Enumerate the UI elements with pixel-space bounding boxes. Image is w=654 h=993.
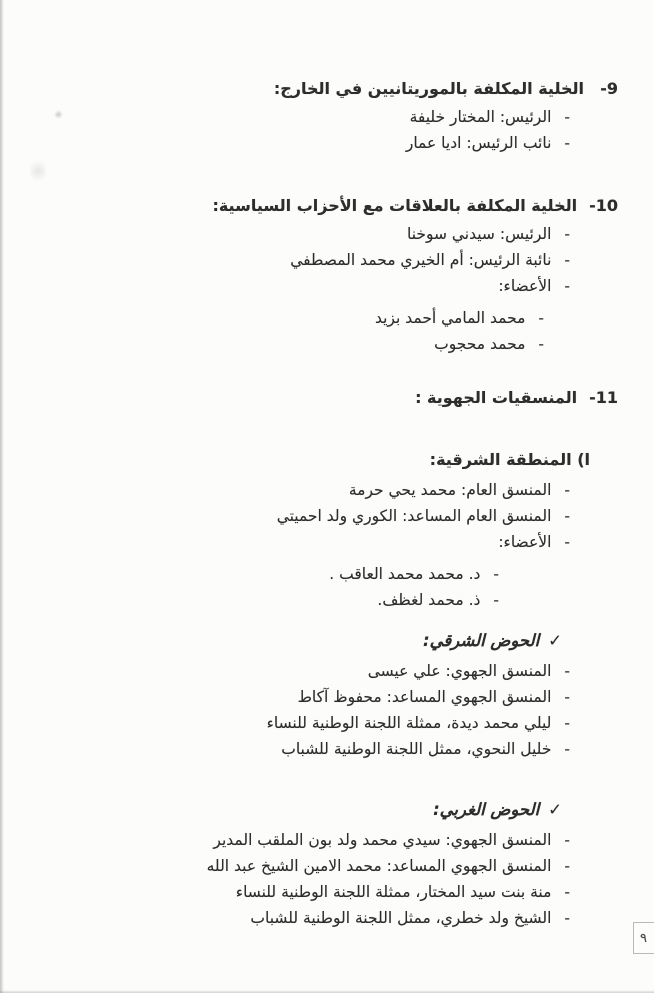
list-item-text: الشيخ ولد خطري، ممثل اللجنة الوطنية للشباب [250, 909, 552, 927]
list-item [0, 853, 654, 879]
list-item-text: محمد محجوب [434, 335, 526, 353]
list-item [0, 130, 654, 156]
list-item-text: ليلي محمد ديدة، ممثلة اللجنة الوطنية للنساء [266, 714, 552, 732]
list-item-text: المنسق العام المساعد: الكوري ولد احميتي [276, 507, 552, 525]
list-item-text: المنسق الجهوي المساعد: محفوظ آكاط [297, 688, 552, 706]
list-item-text: خليل النحوي، ممثل اللجنة الوطنية للشباب [281, 740, 552, 758]
page-number-box [633, 922, 654, 954]
dash-bullet-icon: - [564, 857, 570, 875]
dash-bullet-icon: - [564, 507, 570, 525]
list-item-text: محمد المامي أحمد بزيد [374, 309, 526, 327]
dash-bullet-icon: - [564, 225, 570, 243]
section-number: 11- [589, 388, 618, 407]
dash-bullet-icon: - [564, 740, 570, 758]
section-11 [0, 385, 654, 413]
list-item [0, 477, 654, 503]
list-item [0, 331, 654, 357]
check-icon: ✓ [548, 631, 562, 650]
list-item-text: ذ. محمد لغظف. [377, 591, 481, 609]
list-item-text: الأعضاء: [498, 277, 552, 295]
dash-bullet-icon: - [564, 134, 570, 152]
dash-bullet-icon: - [538, 335, 544, 353]
subsection-heading [0, 626, 654, 656]
list-item-text: نائب الرئيس: اديا عمار [405, 134, 552, 152]
list-item [0, 587, 654, 613]
section-number: 9- [600, 79, 618, 98]
section-number: 10- [589, 196, 618, 215]
section-heading [0, 76, 654, 102]
list-item [0, 658, 654, 684]
subsection-title: الحوض الشرقي: [423, 631, 540, 650]
list-item-text: الأعضاء: [498, 533, 552, 551]
list-item-text: نائبة الرئيس: أم الخيري محمد المصطفي [290, 251, 552, 269]
dash-bullet-icon: - [564, 277, 570, 295]
members-sublist [0, 305, 654, 357]
list-item [0, 684, 654, 710]
list-item-text: الرئيس: سيدني سوخنا [406, 225, 552, 243]
list-item-text: د. محمد محمد العاقب . [329, 565, 481, 583]
list-item [0, 827, 654, 853]
subsection-western-hodh [0, 795, 654, 931]
dash-bullet-icon: - [564, 714, 570, 732]
dash-bullet-icon: - [564, 909, 570, 927]
members-sublist [0, 561, 654, 613]
list-item [0, 305, 654, 331]
region-eastern-zone [0, 447, 654, 613]
region-heading: ا) المنطقة الشرقية: [429, 450, 590, 469]
section-9 [0, 76, 654, 156]
list-item-text: الرئيس: المختار خليفة [409, 108, 552, 126]
list-item [0, 879, 654, 905]
section-title: الخلية المكلفة بالموريتانيين في الخارج: [273, 79, 584, 98]
check-icon: ✓ [548, 800, 562, 819]
list-item [0, 104, 654, 130]
subsection-heading [0, 795, 654, 825]
dash-bullet-icon: - [564, 533, 570, 551]
section-heading [0, 385, 654, 411]
section-heading [0, 193, 654, 219]
subsection-eastern-hodh [0, 626, 654, 762]
dash-bullet-icon: - [564, 831, 570, 849]
dash-bullet-icon: - [564, 108, 570, 126]
dash-bullet-icon: - [564, 251, 570, 269]
list-item-text: المنسق الجهوي المساعد: محمد الامين الشيخ عبد الله [206, 857, 552, 875]
subsection-title: الحوض الغربي: [433, 800, 540, 819]
page-number: ٩ [640, 930, 647, 946]
list-item-text: المنسق الجهوي: سيدي محمد ولد بون الملقب المدير [213, 831, 552, 849]
list-item [0, 221, 654, 247]
list-item-text: منة بنت سيد المختار، ممثلة اللجنة الوطنية للنساء [235, 883, 552, 901]
dash-bullet-icon: - [564, 883, 570, 901]
list-item [0, 736, 654, 762]
list-item [0, 710, 654, 736]
list-item [0, 905, 654, 931]
dash-bullet-icon: - [564, 481, 570, 499]
section-title: الخلية المكلفة بالعلاقات مع الأحزاب السياسية: [212, 196, 578, 215]
list-item [0, 529, 654, 555]
list-item-text: المنسق الجهوي: علي عيسى [367, 662, 552, 680]
list-item [0, 247, 654, 273]
dash-bullet-icon: - [538, 309, 544, 327]
dash-bullet-icon: - [493, 565, 499, 583]
list-item [0, 273, 654, 299]
list-item [0, 561, 654, 587]
section-title: المنسقيات الجهوية : [415, 388, 578, 407]
dash-bullet-icon: - [564, 688, 570, 706]
section-10 [0, 193, 654, 357]
dash-bullet-icon: - [493, 591, 499, 609]
list-item-text: المنسق العام: محمد يحي حرمة [348, 481, 552, 499]
dash-bullet-icon: - [564, 662, 570, 680]
list-item [0, 503, 654, 529]
